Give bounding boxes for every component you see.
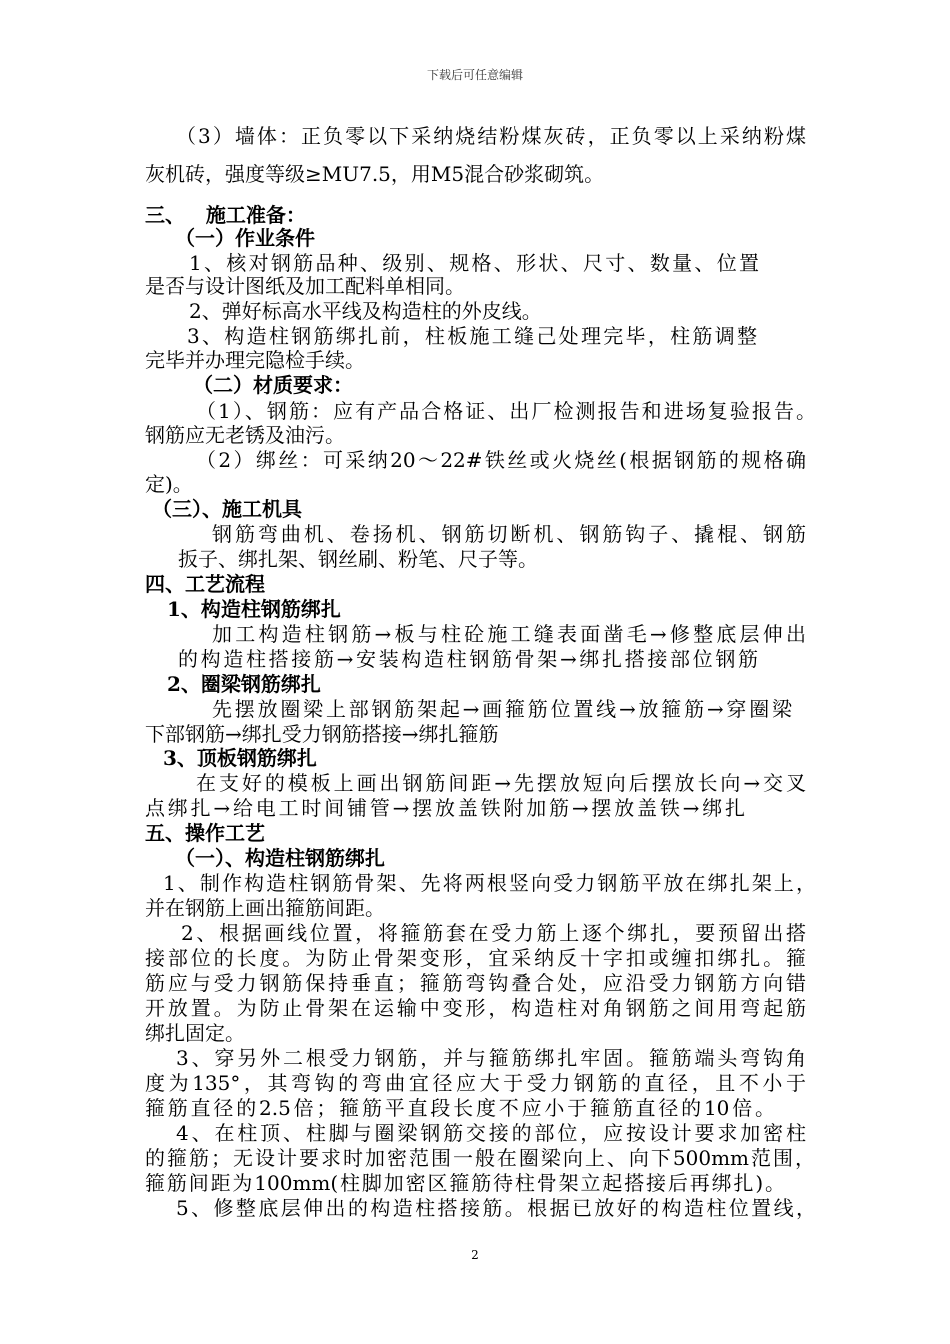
paragraph-line: 灰机砖，强度等级≥MU7.5，用M5混合砂浆砌筑。 bbox=[145, 162, 605, 186]
paragraph-line: 筋应与受力钢筋保持垂直；箍筋弯钩叠合处，应沿受力钢筋方向错 bbox=[145, 971, 806, 995]
paragraph-line: 接部位的长度。为防止骨架变形，宜采纳反十字扣或缠扣绑扎。箍 bbox=[145, 946, 806, 970]
paragraph-line: （2）绑丝：可采纳20～22#铁丝或火烧丝(根据钢筋的规格确 bbox=[196, 448, 806, 472]
paragraph-line: 5、修整底层伸出的构造柱搭接筋。根据已放好的构造柱位置线， bbox=[176, 1196, 816, 1220]
subsection-heading: （一）、构造柱钢筋绑扎 bbox=[175, 846, 385, 870]
page-header: 下载后可任意编辑 bbox=[426, 68, 523, 82]
paragraph-line: 1、核对钢筋品种、级别、规格、形状、尺寸、数量、位置 bbox=[189, 251, 759, 275]
paragraph-line: 2、弹好标高水平线及构造柱的外皮线。 bbox=[189, 299, 542, 323]
paragraph-line: 箍筋间距为100mm(柱脚加密区箍筋待柱骨架立起搭接后再绑扎)。 bbox=[145, 1171, 785, 1195]
paragraph-line: 的箍筋；无设计要求时加密范围一般在圈梁向上、向下500mm范围， bbox=[145, 1146, 815, 1170]
subsection-heading: 3、顶板钢筋绑扎 bbox=[163, 746, 317, 770]
paragraph-line: 加工构造柱钢筋→板与柱砼施工缝表面凿毛→修整底层伸出 bbox=[212, 622, 806, 646]
paragraph-line: 的构造柱搭接筋→安装构造柱钢筋骨架→绑扎搭接部位钢筋 bbox=[178, 647, 758, 671]
paragraph-line: 2、根据画线位置，将箍筋套在受力筋上逐个绑扎，要预留出搭 bbox=[181, 921, 806, 945]
subsection-heading: （一）作业条件 bbox=[175, 226, 315, 250]
subsection-heading: 1、构造柱钢筋绑扎 bbox=[167, 597, 341, 621]
paragraph-line: （1）、钢筋：应有产品合格证、出厂检测报告和进场复验报告。 bbox=[196, 399, 816, 423]
paragraph-line: 绑扎固定。 bbox=[145, 1021, 245, 1045]
paragraph-line: 点绑扎→给电工时间铺管→摆放盖铁附加筋→摆放盖铁→绑扎 bbox=[145, 796, 745, 820]
section-heading: 五、操作工艺 bbox=[145, 821, 265, 845]
paragraph-line: 箍筋直径的2.5倍；箍筋平直段长度不应小于箍筋直径的10倍。 bbox=[145, 1096, 775, 1120]
subsection-heading: （二）材质要求： bbox=[193, 373, 353, 397]
paragraph-line: 是否与设计图纸及加工配料单相同。 bbox=[145, 274, 465, 298]
paragraph-line: （3）墙体：正负零以下采纳烧结粉煤灰砖，正负零以上采纳粉煤 bbox=[176, 124, 806, 148]
paragraph-line: 定)。 bbox=[145, 472, 193, 496]
paragraph-line: 4、在柱顶、柱脚与圈梁钢筋交接的部位，应按设计要求加密柱 bbox=[176, 1121, 806, 1145]
paragraph-line: 扳子、绑扎架、钢丝刷、粉笔、尺子等。 bbox=[178, 547, 538, 571]
paragraph-line: 开放置。为防止骨架在运输中变形，构造柱对角钢筋之间用弯起筋 bbox=[145, 996, 806, 1020]
paragraph-line: 3、构造柱钢筋绑扎前，柱板施工缝己处理完毕，柱筋调整 bbox=[187, 324, 757, 348]
paragraph-line: 钢筋弯曲机、卷扬机、钢筋切断机、钢筋钩子、撬棍、钢筋 bbox=[212, 522, 806, 546]
paragraph-line: 并在钢筋上画出箍筋间距。 bbox=[145, 896, 385, 920]
page-number: 2 bbox=[471, 1248, 479, 1262]
section-heading: 三、 施工准备： bbox=[145, 203, 306, 227]
paragraph-line: 下部钢筋→绑扎受力钢筋搭接→绑扎箍筋 bbox=[145, 722, 499, 746]
section-heading: 四、工艺流程 bbox=[145, 572, 265, 596]
paragraph-line: 在支好的模板上画出钢筋间距→先摆放短向后摆放长向→交叉 bbox=[196, 771, 806, 795]
paragraph-line: 度为135°，其弯钩的弯曲宜径应大于受力钢筋的直径，且不小于 bbox=[145, 1071, 806, 1095]
paragraph-line: 1、制作构造柱钢筋骨架、先将两根竖向受力钢筋平放在绑扎架上， bbox=[163, 871, 816, 895]
subsection-heading: （三）、施工机具 bbox=[152, 497, 302, 521]
paragraph-line: 3、穿另外二根受力钢筋，并与箍筋绑扎牢固。箍筋端头弯钩角 bbox=[176, 1046, 806, 1070]
paragraph-line: 完毕并办理完隐检手续。 bbox=[145, 348, 365, 372]
paragraph-line: 先摆放圈梁上部钢筋架起→画箍筋位置线→放箍筋→穿圈梁 bbox=[212, 697, 792, 721]
paragraph-line: 钢筋应无老锈及油污。 bbox=[145, 423, 345, 447]
subsection-heading: 2、圈梁钢筋绑扎 bbox=[167, 672, 321, 696]
